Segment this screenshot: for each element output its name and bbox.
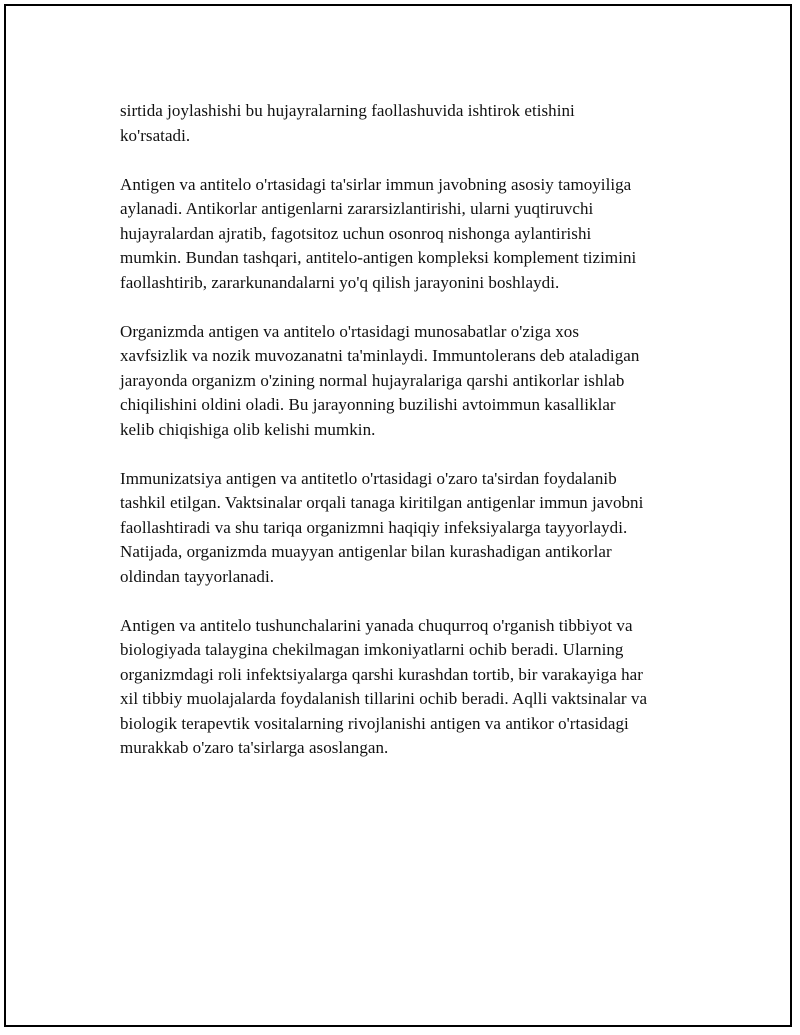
text-line: Natijada, organizmda muayyan antigenlar bilan kurashadigan antikorlar [120, 542, 612, 561]
text-line: faollashtiradi va shu tariqa organizmni haqiqiy infeksiyalarga tayyorlaydi. [120, 517, 628, 537]
paragraph [120, 99, 700, 148]
text-line: mumkin. Bundan tashqari, antitelo-antigen kompleksi komplement tizimini [120, 248, 637, 267]
text-line: organizmdagi roli infektsiyalarga qarshi kurashdan tortib, bir varakayiga har [120, 664, 643, 684]
text-line: xil tibbiy muolajalarda foydalanish tillarini ochib beradi. Aqlli vaktsinalar va [120, 689, 648, 708]
paragraph [120, 467, 700, 590]
text-line: Organizmda antigen va antitelo o'rtasidagi munosabatlar o'ziga xos [120, 321, 580, 341]
text-line: oldindan tayyorlanadi. [120, 566, 275, 586]
text-line: chiqilishini oldini oladi. Bu jarayonning buzilishi avtoimmun kasalliklar [120, 395, 616, 414]
paragraph [120, 320, 700, 443]
text-line: biologik terapevtik vositalarning rivojlanishi antigen va antikor o'rtasidagi [120, 713, 629, 733]
text-line: sirtida joylashishi bu hujayralarning faollashuvida ishtirok etishini [120, 101, 575, 120]
text-line: ko'rsatadi. [120, 125, 191, 145]
text-line: Immunizatsiya antigen va antitetlo o'rtasidagi o'zaro ta'sirdan foydalanib [120, 468, 617, 488]
text-line: Antigen va antitelo tushunchalarini yanada chuqurroq o'rganish tibbiyot va [120, 615, 633, 635]
text-line: biologiyada talaygina chekilmagan imkoniyatlarni ochib beradi. Ularning [120, 640, 624, 659]
text-line: Antigen va antitelo o'rtasidagi ta'sirlar immun javobning asosiy tamoyiliga [120, 174, 632, 194]
document-page [4, 4, 792, 1027]
text-line: jarayonda organizm o'zining normal hujayralariga qarshi antikorlar ishlab [120, 370, 625, 390]
text-line: tashkil etilgan. Vaktsinalar orqali tanaga kiritilgan antigenlar immun javobni [120, 493, 644, 512]
paragraph [120, 173, 700, 296]
text-line: aylanadi. Antikorlar antigenlarni zararsizlantirishi, ularni yuqtiruvchi [120, 199, 594, 218]
paragraph [120, 614, 700, 761]
text-line: kelib chiqishiga olib kelishi mumkin. [120, 419, 376, 439]
document-body [120, 99, 700, 785]
text-line: faollashtirib, zararkunandalarni yo'q qilish jarayonini boshlaydi. [120, 272, 560, 292]
text-line: xavfsizlik va nozik muvozanatni ta'minlaydi. Immuntolerans deb ataladigan [120, 346, 640, 365]
text-line: murakkab o'zaro ta'sirlarga asoslangan. [120, 738, 389, 757]
text-line: hujayralardan ajratib, fagotsitoz uchun osonroq nishonga aylantirishi [120, 223, 592, 243]
